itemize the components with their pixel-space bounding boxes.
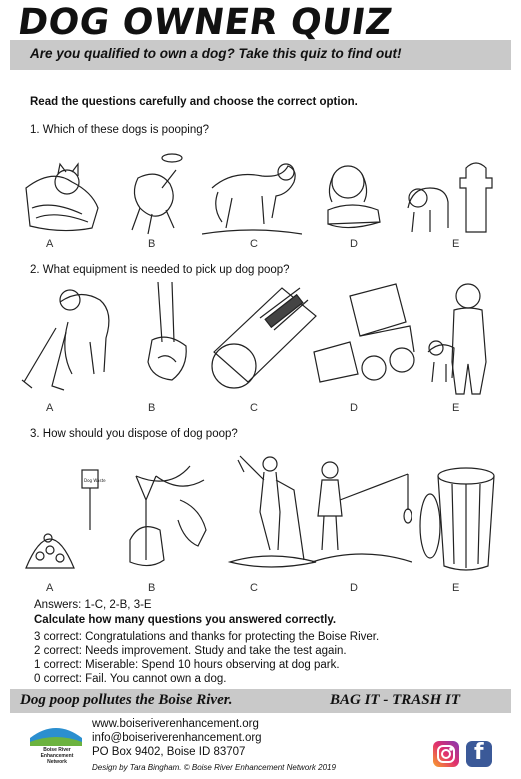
poop-pile-sign-image xyxy=(20,450,120,578)
question-3-images xyxy=(20,450,500,596)
option-label: A xyxy=(46,582,54,594)
dog-at-hydrant-image xyxy=(400,148,500,238)
instructions: Read the questions carefully and choose the correct option. xyxy=(30,96,358,108)
question-1-images xyxy=(20,148,500,248)
option-label: E xyxy=(452,238,460,250)
mailing-address: PO Box 9402, Boise ID 83707 xyxy=(92,746,246,758)
page-subtitle: Are you qualified to own a dog? Take this quiz to find out! xyxy=(30,46,402,61)
option-label: A xyxy=(46,402,54,414)
dog-with-shoe-image xyxy=(308,148,398,238)
facebook-icon[interactable]: f xyxy=(466,741,492,767)
option-label: E xyxy=(452,582,460,594)
instagram-icon[interactable] xyxy=(433,741,459,767)
dog-squatting-image xyxy=(202,148,302,238)
result-0-correct: 0 correct: Fail. You cannot own a dog. xyxy=(34,673,227,685)
result-1-correct: 1 correct: Miserable: Spend 10 hours observing at dog park. xyxy=(34,659,340,671)
trash-can-image xyxy=(416,450,500,578)
skid-steer-loader-image xyxy=(310,282,420,400)
option-label: E xyxy=(452,402,460,414)
design-credit: Design by Tara Bingham. © Boise River Enhancement Network 2019 xyxy=(92,763,336,772)
email-link[interactable]: info@boiseriverenhancement.org xyxy=(92,732,262,744)
option-label: B xyxy=(148,582,156,594)
option-label: D xyxy=(350,238,358,250)
result-2-correct: 2 correct: Needs improvement. Study and take the test again. xyxy=(34,645,347,657)
option-label: C xyxy=(250,402,258,414)
option-label: A xyxy=(46,238,54,250)
dog-frisbee-image xyxy=(118,148,198,238)
hazmat-suit-image xyxy=(420,282,500,400)
paddleboarder-image xyxy=(220,450,320,578)
question-3: 3. How should you dispose of dog poop? xyxy=(30,428,238,440)
pooper-scooper-image xyxy=(20,282,120,400)
slingshot-image xyxy=(120,450,220,578)
option-label: D xyxy=(350,402,358,414)
question-2: 2. What equipment is needed to pick up dog poop? xyxy=(30,264,290,276)
question-2-images xyxy=(20,282,500,416)
option-label: C xyxy=(250,238,258,250)
dog-in-bed-image xyxy=(22,148,102,238)
bag-dispenser-image xyxy=(204,282,324,400)
calc-heading: Calculate how many questions you answered correctly. xyxy=(34,614,337,626)
option-label: B xyxy=(148,402,156,414)
answer-key: Answers: 1-C, 2-B, 3-E xyxy=(34,599,152,611)
footer-slogan: Dog poop pollutes the Boise River. xyxy=(20,692,233,708)
website-link[interactable]: www.boiseriverenhancement.org xyxy=(92,718,259,730)
page-title: DOG OWNER QUIZ xyxy=(15,2,396,43)
question-1: 1. Which of these dogs is pooping? xyxy=(30,124,210,136)
svg-text:Dog Waste: Dog Waste xyxy=(84,478,106,483)
hand-with-bag-image xyxy=(128,282,208,400)
result-3-correct: 3 correct: Congratulations and thanks for protecting the Boise River. xyxy=(34,631,380,643)
option-label: B xyxy=(148,238,156,250)
option-label: C xyxy=(250,582,258,594)
boy-fishing-image xyxy=(312,450,412,578)
footer-tagline: BAG IT - TRASH IT xyxy=(330,692,461,708)
logo-text: Boise River Enhancement Network xyxy=(40,747,74,765)
option-label: D xyxy=(350,582,358,594)
